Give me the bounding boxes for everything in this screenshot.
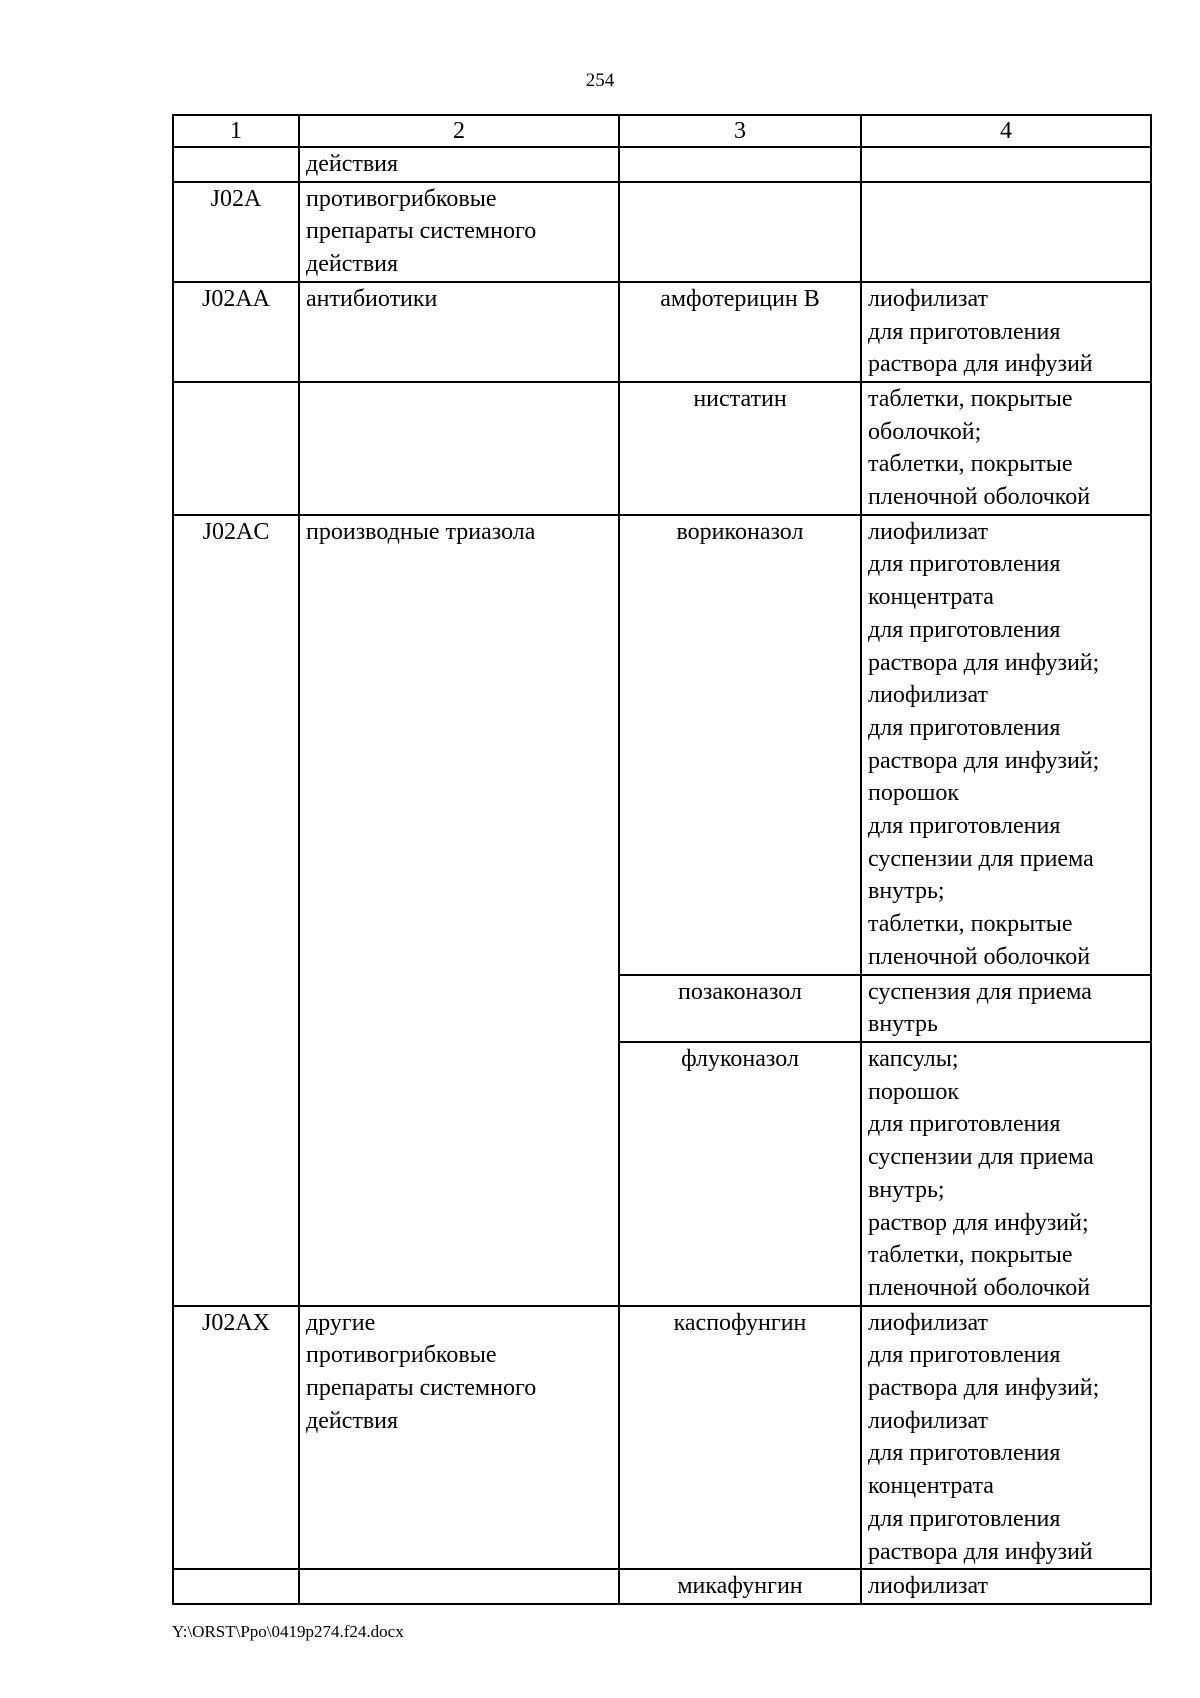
cell-text-line: для приготовления [868,714,1061,741]
cell-text-line: флуконазол [681,1045,799,1072]
table-row [173,182,1151,282]
cell-text-line: действия [306,151,399,177]
cell-text-line: для приготовления [868,551,1061,578]
cell-text-line: лиофилизат [868,285,989,312]
cell-text-line: J02A [210,185,262,212]
table-row [173,515,1151,975]
cell-text-line: раствора для инфузий [868,1538,1093,1565]
cell-text-line: внутрь; [868,1176,945,1203]
atc-code-cell [173,1306,299,1570]
drug-name-cell [619,975,861,1042]
cell-text-line: микафунгин [677,1573,803,1600]
dosage-forms-cell [861,1306,1151,1570]
group-name-cell [299,1306,619,1570]
cell-text-line: лиофилизат [868,518,989,545]
cell-text-line: противогрибковые [306,185,497,212]
table-row [173,1569,1151,1604]
cell-text-line: для приготовления [868,813,1061,840]
group-name-cell [299,1569,619,1604]
cell-text-line: другие [306,1309,376,1336]
cell-text-line: лиофилизат [868,1573,989,1600]
dosage-forms-cell [861,975,1151,1042]
cell-text-line: для приготовления [868,1440,1061,1467]
atc-code-cell [173,515,299,1306]
group-name-cell [299,147,619,182]
table-row [173,282,1151,382]
cell-text-line: нистатин [693,385,787,412]
cell-text-line: лиофилизат [868,682,989,709]
cell-text-line: таблетки, покрытые [868,911,1073,938]
cell-text-line: таблетки, покрытые [868,385,1073,412]
drug-name-cell [619,282,861,382]
cell-text-line: для приготовления [868,1342,1061,1369]
table-row [173,1306,1151,1570]
cell-text-line: действия [306,251,399,278]
cell-text-line: порошок [868,1078,959,1105]
group-name-cell [299,282,619,382]
cell-text-line: таблетки, покрытые [868,451,1073,478]
drug-name-cell [619,182,861,282]
drug-name-cell [619,1042,861,1306]
cell-text-line: для приготовления [868,318,1061,345]
cell-text-line: суспензия для приема [868,978,1092,1005]
cell-text-line: каспофунгин [673,1309,807,1336]
cell-text-line: суспензии для приема [868,1144,1094,1171]
cell-text-line: концентрата [868,1473,994,1500]
cell-text-line: лиофилизат [868,1407,989,1434]
drug-name-cell [619,1569,861,1604]
cell-text-line: позаконазол [678,978,802,1005]
dosage-forms-cell [861,515,1151,975]
cell-text-line: оболочкой; [868,418,982,445]
dosage-forms-cell [861,1042,1151,1306]
column-header-4: 4 [861,115,1151,147]
atc-code-cell [173,182,299,282]
cell-text-line: внутрь; [868,878,945,905]
drug-table [172,114,1152,1605]
column-header-2: 2 [299,115,619,147]
dosage-forms-cell [861,382,1151,515]
table-row [173,382,1151,515]
cell-text-line: действия [306,1407,399,1434]
cell-text-line: суспензии для приема [868,845,1094,872]
cell-text-line: амфотерицин В [660,285,820,312]
atc-code-cell [173,1569,299,1604]
cell-text-line: производные триазола [306,518,536,545]
atc-code-cell [173,282,299,382]
drug-name-cell [619,515,861,975]
cell-text-line: J02AX [201,1309,270,1336]
cell-text-line: препараты системного [306,218,537,245]
drug-name-cell [619,382,861,515]
cell-text-line: капсулы; [868,1045,959,1072]
cell-text-line: вориконазол [676,518,804,545]
cell-text-line: J02AA [201,285,270,312]
dosage-forms-cell [861,182,1151,282]
atc-code-cell [173,382,299,515]
drug-name-cell [619,147,861,182]
cell-text-line: антибиотики [306,285,438,312]
cell-text-line: раствора для инфузий; [868,649,1100,676]
footer-file-path: Y:\ORST\Ppo\0419p274.f24.docx [172,1622,404,1641]
group-name-cell [299,515,619,1306]
group-name-cell [299,182,619,282]
cell-text-line: пленочной оболочкой [868,943,1091,970]
column-header-1: 1 [173,115,299,147]
table-row [173,147,1151,182]
table-header-row [173,115,1151,147]
cell-text-line: для приготовления [868,1505,1061,1532]
cell-text-line: раствора для инфузий [868,351,1093,378]
page-number: 254 [585,70,615,91]
cell-text-line: пленочной оболочкой [868,1274,1091,1301]
cell-text-line: внутрь [868,1011,938,1038]
cell-text-line: раствора для инфузий; [868,1375,1100,1402]
cell-text-line: для приготовления [868,1111,1061,1138]
cell-text-line: для приготовления [868,616,1061,643]
cell-text-line: концентрата [868,584,994,611]
cell-text-line: препараты системного [306,1375,537,1402]
cell-text-line: J02AC [202,518,270,545]
dosage-forms-cell [861,147,1151,182]
cell-text-line: раствора для инфузий; [868,747,1100,774]
column-header-3: 3 [619,115,861,147]
dosage-forms-cell [861,1569,1151,1604]
cell-text-line: таблетки, покрытые [868,1242,1073,1269]
cell-text-line: лиофилизат [868,1309,989,1336]
cell-text-line: пленочной оболочкой [868,484,1091,511]
dosage-forms-cell [861,282,1151,382]
group-name-cell [299,382,619,515]
cell-text-line: раствор для инфузий; [868,1209,1089,1236]
atc-code-cell [173,147,299,182]
cell-text-line: порошок [868,780,959,807]
cell-text-line: противогрибковые [306,1342,497,1369]
drug-name-cell [619,1306,861,1570]
